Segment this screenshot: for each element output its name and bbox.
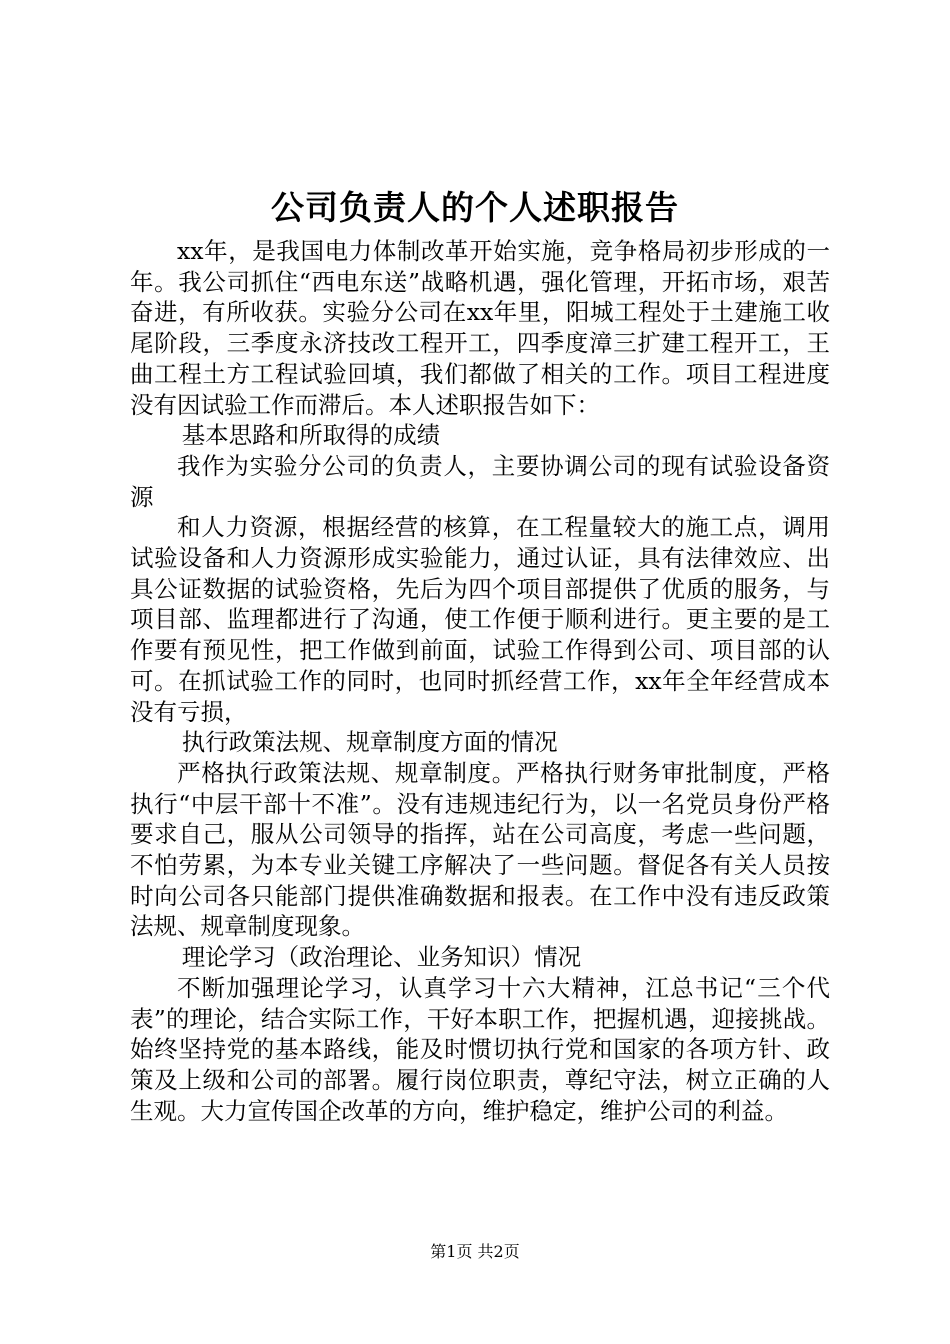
document-title: 公司负责人的个人述职报告 [271,188,679,227]
page-number-footer: 第1页 共2页 [430,1242,520,1261]
document-body [130,236,830,1126]
paragraph-human-resources: 和人力资源，根据经营的核算，在工程量较大的施工点，调用试验设备和人力资源形成实验能力，通过认证，具有法律效应、出具公证数据的试验资格，先后为四个项目部提供了优质的服务，与项目部、监理都进行了沟通，使工作便于顺利进行。更主要的是工作要有预见性，把工作做到前面，试验工作得到公司、项目部的认可。在抓试验工作的同时，也同时抓经营工作，xx年全年经营成本没有亏损， [130,513,830,726]
section-heading-basic-thinking: 基本思路和所取得的成绩 [181,421,441,450]
section-heading-policy: 执行政策法规、规章制度方面的情况 [181,728,558,757]
paragraph-intro: xx年，是我国电力体制改革开始实施，竞争格局初步形成的一年。我公司抓住“西电东送”战略机遇，强化管理，开拓市场，艰苦奋进，有所收获。实验分公司在xx年里，阳城工程处于土建施工收尾阶段，三季度永济技改工程开工，四季度漳三扩建工程开工，王曲工程土方工程试验回填，我们都做了相关的工作。项目工程进度没有因试验工作而滞后。本人述职报告如下： [130,237,830,419]
section-heading-theory-study: 理论学习（政治理论、业务知识）情况 [181,943,582,972]
paragraph-policy: 严格执行政策法规、规章制度。严格执行财务审批制度，严格执行“中层干部十不准”。没有违规违纪行为，以一名党员身份严格要求自己，服从公司领导的指挥，站在公司高度，考虑一些问题，不怕劳累，为本专业关键工序解决了一些问题。督促各有关人员按时向公司各只能部门提供准确数据和报表。在工作中没有违反政策法规、规章制度现象。 [130,758,830,941]
paragraph-responsibility: 我作为实验分公司的负责人，主要协调公司的现有试验设备资源 [130,451,830,511]
paragraph-theory-study: 不断加强理论学习，认真学习十六大精神，江总书记“三个代表”的理论，结合实际工作，干好本职工作，把握机遇，迎接挑战。始终坚持党的基本路线，能及时惯切执行党和国家的各项方针、政策及上级和公司的部署。履行岗位职责，尊纪守法，树立正确的人生观。大力宣传国企改革的方向，维护稳定，维护公司的利益。 [130,973,830,1125]
